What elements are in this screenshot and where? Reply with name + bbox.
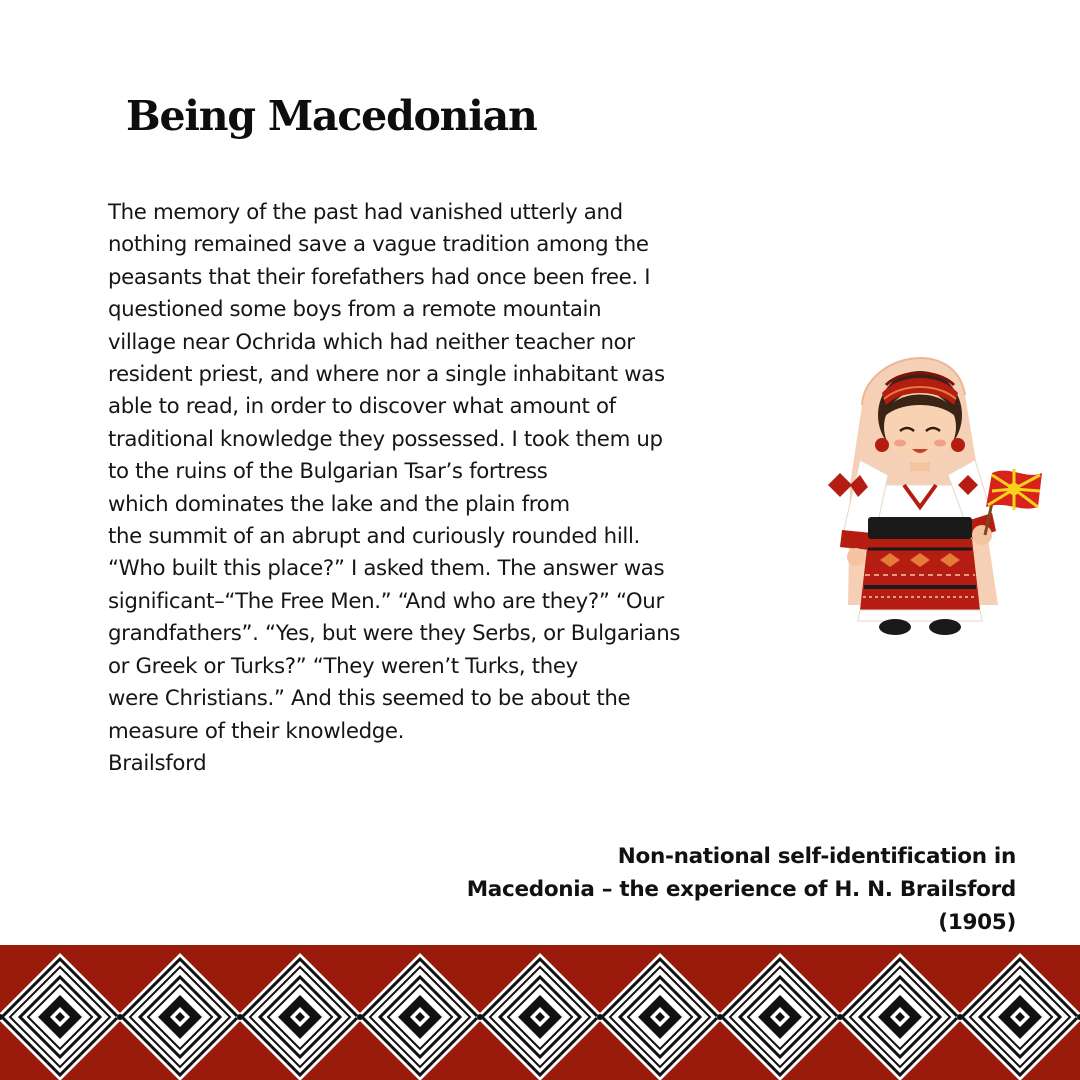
quote-line: measure of their knowledge.	[108, 718, 405, 744]
girl-in-macedonian-folk-costume-icon	[820, 335, 1050, 640]
folk-pattern-border	[0, 945, 1080, 1080]
quote-block	[108, 197, 768, 780]
quote-line: or Greek or Turks?” “They weren’t Turks, they	[108, 653, 578, 679]
macedonian-flag-icon	[986, 469, 1042, 510]
quote-line: were Christians.” And this seemed to be about the	[108, 686, 631, 712]
quote-line: nothing remained save a vague tradition among the	[108, 232, 649, 258]
quote-line: “Who built this place?” I asked them. The answer was	[108, 556, 665, 582]
caption	[467, 840, 1016, 939]
quote-line: to the ruins of the Bulgarian Tsar’s fortress	[108, 459, 548, 485]
quote-line: village near Ochrida which had neither teacher nor	[108, 329, 635, 355]
quote-line: resident priest, and where nor a single inhabitant was	[108, 362, 665, 388]
caption-line: Non-national self-identification in	[617, 844, 1016, 869]
quote-line: which dominates the lake and the plain from	[108, 491, 570, 517]
quote-line: peasants that their forefathers had once been free. I	[108, 264, 651, 290]
quote-line: traditional knowledge they possessed. I took them up	[108, 426, 663, 452]
quote-line: questioned some boys from a remote mountain	[108, 297, 602, 323]
caption-line: Macedonia – the experience of H. N. Brailsford	[466, 877, 1016, 902]
quote-attribution: Brailsford	[108, 750, 207, 776]
quote-line: able to read, in order to discover what amount of	[108, 394, 616, 420]
page-title: Being Macedonian	[126, 92, 537, 140]
quote-line: The memory of the past had vanished utterly and	[108, 200, 623, 225]
quote-line: grandfathers”. “Yes, but were they Serbs, or Bulgarians	[108, 621, 681, 647]
caption-line: (1905)	[938, 910, 1016, 935]
quote-line: significant–“The Free Men.” “And who are they?” “Our	[108, 588, 664, 614]
quote-line: the summit of an abrupt and curiously rounded hill.	[108, 524, 640, 550]
